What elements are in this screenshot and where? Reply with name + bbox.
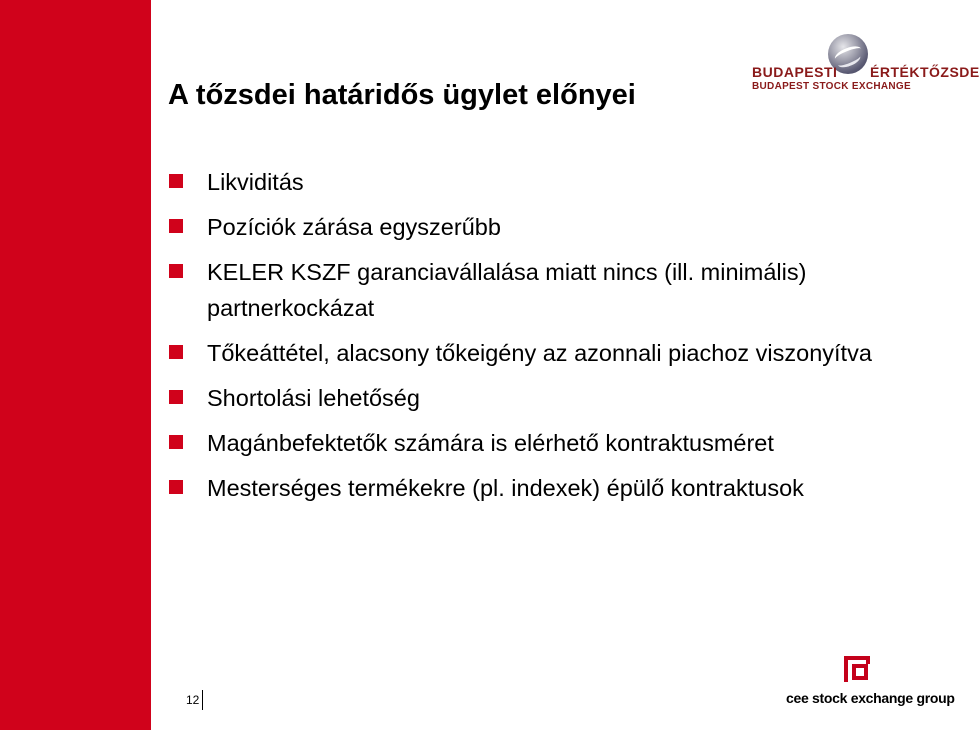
page-number: 12 — [186, 693, 200, 707]
bullet-item — [168, 164, 948, 200]
cee-logo — [786, 654, 955, 710]
square-bullet-icon — [169, 435, 183, 449]
left-accent-bar — [0, 0, 151, 730]
square-bullet-icon — [169, 219, 183, 233]
bullet-text: Pozíciók zárása egyszerűbb — [207, 214, 501, 240]
bullet-text: Mesterséges termékekre (pl. indexek) épülő kontraktusok — [207, 475, 804, 501]
bullet-text: Magánbefektetők számára is elérhető kontraktusméret — [207, 430, 774, 456]
square-bullet-icon — [169, 264, 183, 278]
slide-title: A tőzsdei határidős ügylet előnyei — [168, 79, 636, 111]
bullet-item — [168, 425, 948, 461]
bullet-item — [168, 380, 948, 416]
bullet-item — [168, 470, 948, 506]
cee-bracket-icon — [842, 654, 872, 684]
bse-name-english: BUDAPEST STOCK EXCHANGE — [752, 81, 911, 92]
bullet-text: Likviditás — [207, 169, 304, 195]
bullet-item — [168, 254, 948, 326]
bullet-item — [168, 209, 948, 245]
square-bullet-icon — [169, 345, 183, 359]
bullet-text: Tőkeáttétel, alacsony tőkeigény az azonnali piachoz viszonyítva — [207, 340, 872, 366]
bse-name-left: BUDAPESTI — [752, 64, 838, 80]
bullet-text: Shortolási lehetőség — [207, 385, 420, 411]
bse-name-right: ÉRTÉKTŐZSDE — [870, 64, 980, 80]
page-number-divider — [202, 690, 203, 710]
square-bullet-icon — [169, 174, 183, 188]
bse-logo — [752, 30, 980, 94]
bullet-list — [168, 164, 948, 515]
square-bullet-icon — [169, 480, 183, 494]
bullet-item — [168, 335, 948, 371]
cee-logo-text: cee stock exchange group — [786, 690, 955, 706]
square-bullet-icon — [169, 390, 183, 404]
bullet-text: KELER KSZF garanciavállalása miatt nincs (ill. minimális) partnerkockázat — [207, 259, 807, 321]
